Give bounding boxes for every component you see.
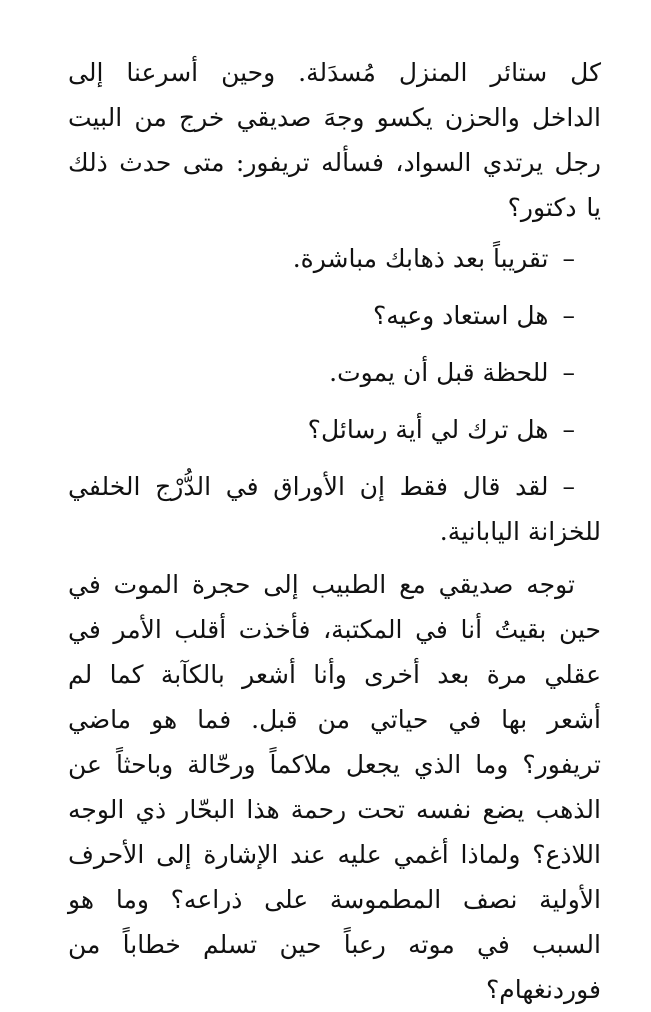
dialogue-text: هل استعاد وعيه؟ (373, 301, 549, 330)
paragraph-opening: كل ستائر المنزل مُسدَلة. وحين أسرعنا إلى الداخل والحزن يكسو وجهَ صديقي خرج من البيت رجل يرتدي السواد، فسأله تريفور: متى حدث ذلك يا دكتور؟ (68, 58, 601, 222)
dialogue-text: تقريباً بعد ذهابك مباشرة. (292, 244, 549, 273)
page-text (68, 50, 601, 1012)
dialogue-dash: – (562, 358, 575, 387)
dialogue-line (68, 236, 601, 281)
dialogue-block (68, 236, 601, 554)
dialogue-text: للحظة قبل أن يموت. (329, 358, 549, 387)
dialogue-dash: – (562, 472, 575, 501)
dialogue-line (68, 407, 601, 452)
dialogue-dash: – (562, 244, 575, 273)
dialogue-text: لقد قال فقط إن الأوراق في الدُّرْج الخلفي للخزانة اليابانية. (68, 472, 601, 546)
dialogue-line (68, 293, 601, 338)
dialogue-line (68, 464, 601, 554)
paragraph-reflection: توجه صديقي مع الطبيب إلى حجرة الموت في حين بقيتُ أنا في المكتبة، فأخذت أقلب الأمر في عقلي مرة بعد أخرى وأنا أشعر بالكآبة كما لم أشعر بها في حياتي من قبل. فما هو ماضي تريفور؟ وما الذي يجعل ملاكماً ورحّالة وباحثاً عن الذهب يضع نفسه تحت رحمة هذا البحّار ذي الوجه اللاذع؟ ولماذا أغمي عليه عند الإشارة إلى الأحرف الأولية نصف المطموسة على ذراعه؟ وما هو السبب في موته رعباً حين تسلم خطاباً من فوردنغهام؟ (68, 570, 601, 1004)
dialogue-text: هل ترك لي أية رسائل؟ (307, 415, 549, 444)
dialogue-dash: – (562, 415, 575, 444)
dialogue-line (68, 350, 601, 395)
dialogue-dash: – (562, 301, 575, 330)
